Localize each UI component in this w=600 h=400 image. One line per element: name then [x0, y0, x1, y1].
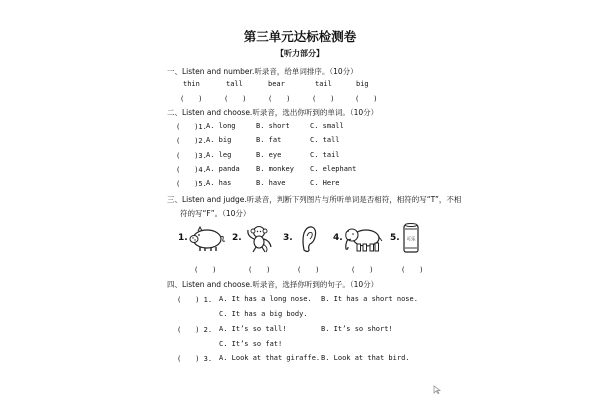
option-a: A. Look at that giraffe. [219, 354, 321, 362]
answer-blank[interactable]: ( ) [224, 95, 247, 103]
option-b: B. Look at that bird. [321, 354, 410, 362]
option-c: C. elephant [310, 165, 357, 173]
answer-blank[interactable]: ( ) [401, 266, 424, 274]
picture-number: 5. [390, 233, 400, 243]
drink-can-picture [402, 222, 420, 254]
monkey-picture [244, 224, 274, 254]
answer-blank[interactable]: ( ) [248, 266, 271, 274]
answer-blank[interactable]: ( ) [268, 95, 291, 103]
word-item: big [356, 80, 369, 88]
option-a: A. It has a long nose. [219, 295, 312, 303]
answer-blank[interactable]: ( ) 2. [177, 326, 213, 334]
answer-blank[interactable]: ( ) 1. [177, 296, 213, 304]
answer-blank[interactable]: ( )4. [176, 166, 207, 174]
answer-blank[interactable]: ( )3. [176, 152, 207, 160]
option-c: C. It has a big body. [219, 310, 308, 318]
elephant-picture [343, 225, 383, 253]
option-a: A. It’s so tall! [219, 325, 287, 333]
answer-blank[interactable]: ( ) [355, 95, 378, 103]
option-c: C. tall [310, 136, 340, 144]
section-4-heading: 四、Listen and choose.听录音，选择你听到的句子。（10分） [167, 280, 379, 289]
picture-number: 4. [333, 233, 343, 243]
answer-blank[interactable]: ( )2. [176, 137, 207, 145]
picture-number: 1. [178, 233, 188, 243]
mouse-cursor-icon [433, 385, 442, 394]
answer-blank[interactable]: ( ) [312, 95, 335, 103]
answer-blank[interactable]: ( ) [351, 266, 374, 274]
option-b: B. short [256, 122, 290, 130]
listening-part-label: 【听力部分】 [276, 49, 324, 58]
option-c: C. Here [310, 179, 340, 187]
option-c: C. It’s so fat! [219, 340, 283, 348]
answer-blank[interactable]: ( )5. [176, 180, 207, 188]
ear-picture [300, 224, 318, 254]
section-3-heading-line-2: 符的写“F”。（10分） [180, 209, 251, 218]
answer-blank[interactable]: ( )1. [176, 123, 207, 131]
section-1-heading: 一、Listen and number.听录音，给单词排序。（10分） [167, 67, 358, 76]
word-item: tail [315, 80, 332, 88]
answer-blank[interactable]: ( ) 3. [177, 355, 213, 363]
option-a: A. has [206, 179, 232, 187]
picture-number: 3. [283, 233, 293, 243]
answer-blank[interactable]: ( ) [297, 266, 320, 274]
option-a: A. leg [206, 151, 232, 159]
section-2-heading: 二、Listen and choose.听录音，选出你听到的单词。（10分） [167, 108, 379, 117]
section-3-heading-line-1: 三、Listen and judge.听录音，判断下列图片与所听单词是否相符，相符的写“T”，不相 [167, 195, 462, 204]
option-c: C. small [310, 122, 344, 130]
option-a: A. big [206, 136, 232, 144]
option-b: B. eye [256, 151, 282, 159]
option-c: C. tail [310, 151, 340, 159]
can-label: 可乐 [406, 237, 416, 243]
option-b: B. fat [256, 136, 282, 144]
page-title: 第三单元达标检测卷 [243, 29, 357, 44]
answer-blank[interactable]: ( ) [180, 95, 203, 103]
option-a: A. panda [206, 165, 240, 173]
pig-picture [188, 225, 226, 253]
word-item: thin [183, 80, 200, 88]
picture-number: 2. [232, 233, 242, 243]
option-b: B. monkey [256, 165, 294, 173]
option-b: B. have [256, 179, 286, 187]
answer-blank[interactable]: ( ) [194, 266, 217, 274]
option-b: B. It’s so short! [321, 325, 393, 333]
option-a: A. long [206, 122, 236, 130]
word-item: bear [268, 80, 285, 88]
option-b: B. It has a short nose. [321, 295, 418, 303]
word-item: tall [226, 80, 243, 88]
